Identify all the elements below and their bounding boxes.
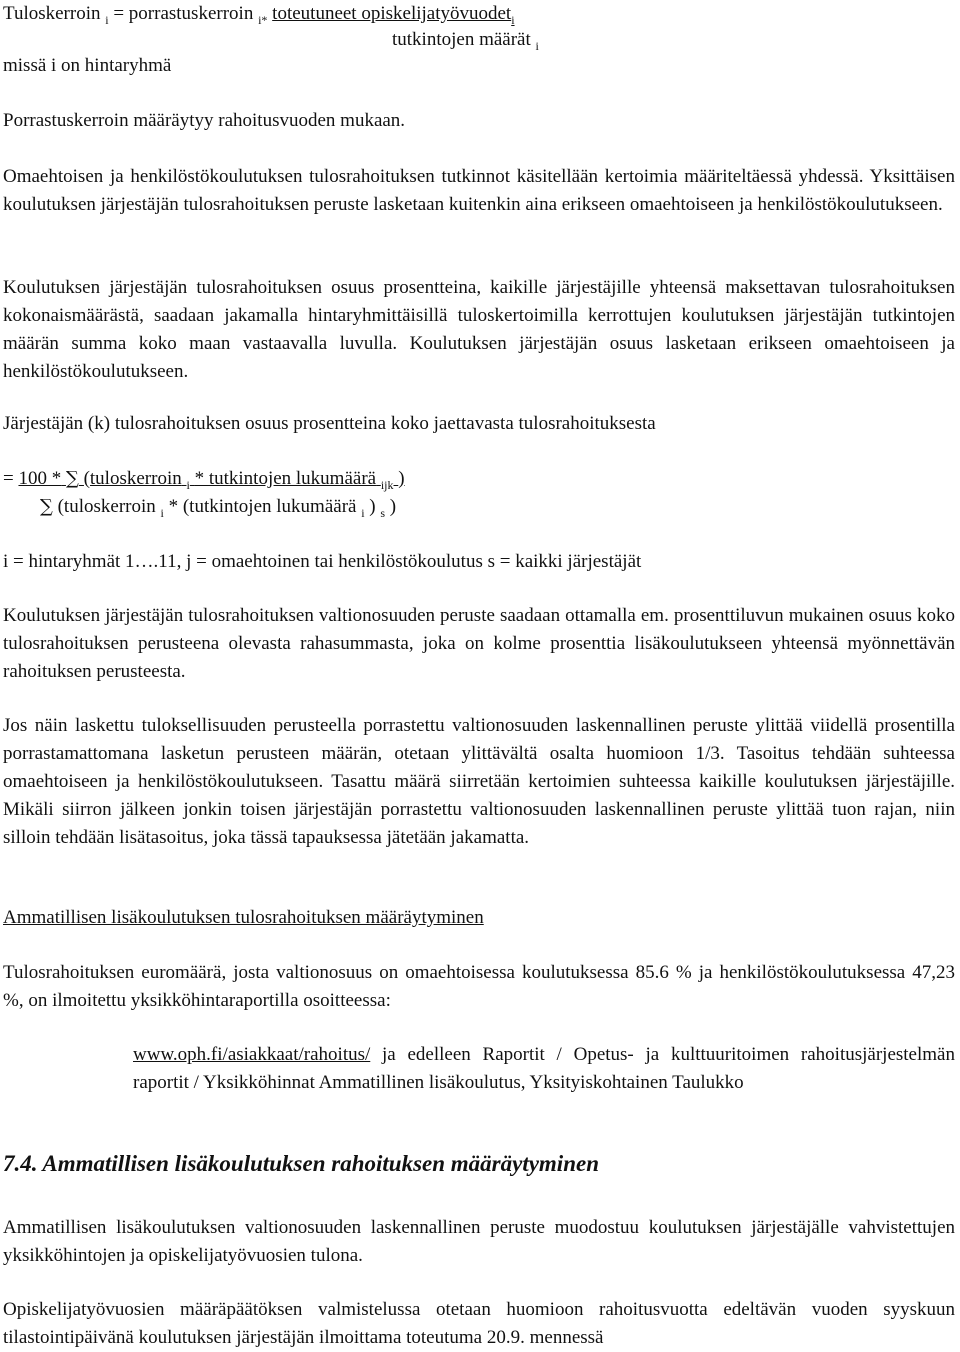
subscript-i: i [361,506,365,520]
subscript-i: i [258,13,262,27]
paragraph: Porrastuskerroin määräytyy rahoitusvuoden mukaan. [3,110,406,131]
paragraph: Koulutuksen järjestäjän tulosrahoituksen valtionosuuden peruste saadaan ottamalla em. prosenttiluvun mukainen osuus koko tulosrahoituksen perusteena olevasta rahasummasta, joka on kolme prosenttia lisäkoulutukseen yhteensä myönnettävän rahoituksen perusteesta. [3,605,955,682]
formula-osuus [3,465,955,494]
reference-block [133,1041,955,1097]
subscript-s: s [380,506,386,520]
reference-url-link[interactable]: www.oph.fi/asiakkaat/rahoitus/ [133,1044,371,1065]
subscript-i: i [105,13,109,27]
denominator-mid: * (tutkintojen lukumäärä [168,496,357,517]
numerator-text: (tuloskerroin [83,468,182,489]
formula-tuloskerroin [3,0,955,29]
denominator-paren: ) [369,496,376,517]
formula-prefix: Tuloskerroin [3,3,101,24]
times-symbol: * [261,13,268,27]
formula-denominator-line [392,26,692,55]
subscript-i: i [511,13,515,27]
subscript-i: i [186,478,190,492]
subscript-i: i [160,506,164,520]
hundred-factor: 100 * [18,468,62,489]
paragraph: Ammatillisen lisäkoulutuksen valtionosuuden laskennallinen peruste muodostuu koulutuksen järjestäjälle vahvistettujen yksikköhintojen ja opiskelijatyövuosien tulona. [3,1217,955,1266]
formula-denominator-line [40,493,960,522]
paragraph: Opiskelijatyövuosien määräpäätöksen valmistelussa otetaan huomioon rahoitusvuotta edeltävän vuoden syyskuun tilastointipäivänä koulutuksen järjestäjän ilmoittama toteutuma 20.9. mennessä [3,1299,955,1348]
subscript-i: i [535,39,539,53]
formula-where: missä i on hintaryhmä [3,55,172,76]
paragraph: Tulosrahoituksen euromäärä, josta valtionosuus on omaehtoisessa koulutuksessa 85.6 % ja henkilöstökoulutuksessa 47,23 %, on ilmoitettu yksikköhintaraportilla osoitteessa: [3,962,955,1011]
denominator-text: (tuloskerroin [57,496,156,517]
paragraph: Järjestäjän (k) tulosrahoituksen osuus prosentteina koko jaettavasta tulosrahoituksesta [3,413,656,434]
section-heading: 7.4. Ammatillisen lisäkoulutuksen rahoituksen määräytyminen [3,1151,599,1176]
formula-numerator: toteutuneet opiskelijatyövuodet [272,3,512,24]
formula-denominator: tutkintojen määrät [392,29,531,50]
definitions: i = hintaryhmät 1….11, j = omaehtoinen tai henkilöstökoulutus s = kaikki järjestäjät [3,551,642,572]
formula-numerator [18,468,405,492]
sigma-symbol: ∑ [40,496,53,517]
sigma-symbol: ∑ [65,468,79,489]
paragraph: Koulutuksen järjestäjän tulosrahoituksen osuus prosentteina, kaikille järjestäjille yhteensä maksettavan tulosrahoituksen kokonaismäärästä, saadaan jakamalla hintaryhmittäisillä tuloskertoimilla kerrottujen koulutuksen järjestäjän tutkintojen määrän summa koko maan vastaavalla luvulla. Koulutuksen järjestäjän osuus lasketaan erikseen omaehtoiseen ja henkilöstökoulutukseen. [3,277,955,382]
numerator-mid: * tutkintojen lukumäärä [194,468,377,489]
denominator-close: ) [389,496,397,517]
reference-text: ja edelleen Raportit / Opetus- ja kulttuuritoimen rahoitusjärjestelmän raportit / Yksikköhinnat Ammatillinen lisäkoulutus, Yksityiskohtainen Taulukko [133,1044,955,1093]
subheading: Ammatillisen lisäkoulutuksen tulosrahoituksen määräytyminen [3,907,484,928]
formula-eq: = [3,468,14,489]
numerator-close: ) [398,468,405,489]
paragraph: Omaehtoisen ja henkilöstökoulutuksen tulosrahoituksen tutkinnot käsitellään kertoimia määriteltäessä yhdessä. Yksittäisen koulutuksen järjestäjän tulosrahoituksen peruste lasketaan kuitenkin aina erikseen omaehtoiseen ja henkilöstökoulutukseen. [3,166,955,215]
subscript-ijk: ijk [380,478,394,492]
paragraph: Jos näin laskettu tuloksellisuuden perusteella porrastettu valtionosuuden laskennallinen peruste ylittää viidellä prosentilla porrastamattomana lasketun perusteen määrän, otetaan ylittävältä osalta huomioon 1/3. Tasoitus tehdään suhteessa omaehtoiseen ja henkilöstökoulutukseen. Tasattu määrä siirretään kertoimien suhteessa kaikille koulutuksen järjestäjille. Mikäli siirron jälkeen jonkin toisen järjestäjän porrastettu valtionosuuden laskennallinen peruste ylittää tuon rajan, niin silloin tehdään lisätasoitus, joka tässä tapauksessa jätetään jakamatta. [3,715,955,848]
formula-eq: = porrastuskerroin [113,3,254,24]
